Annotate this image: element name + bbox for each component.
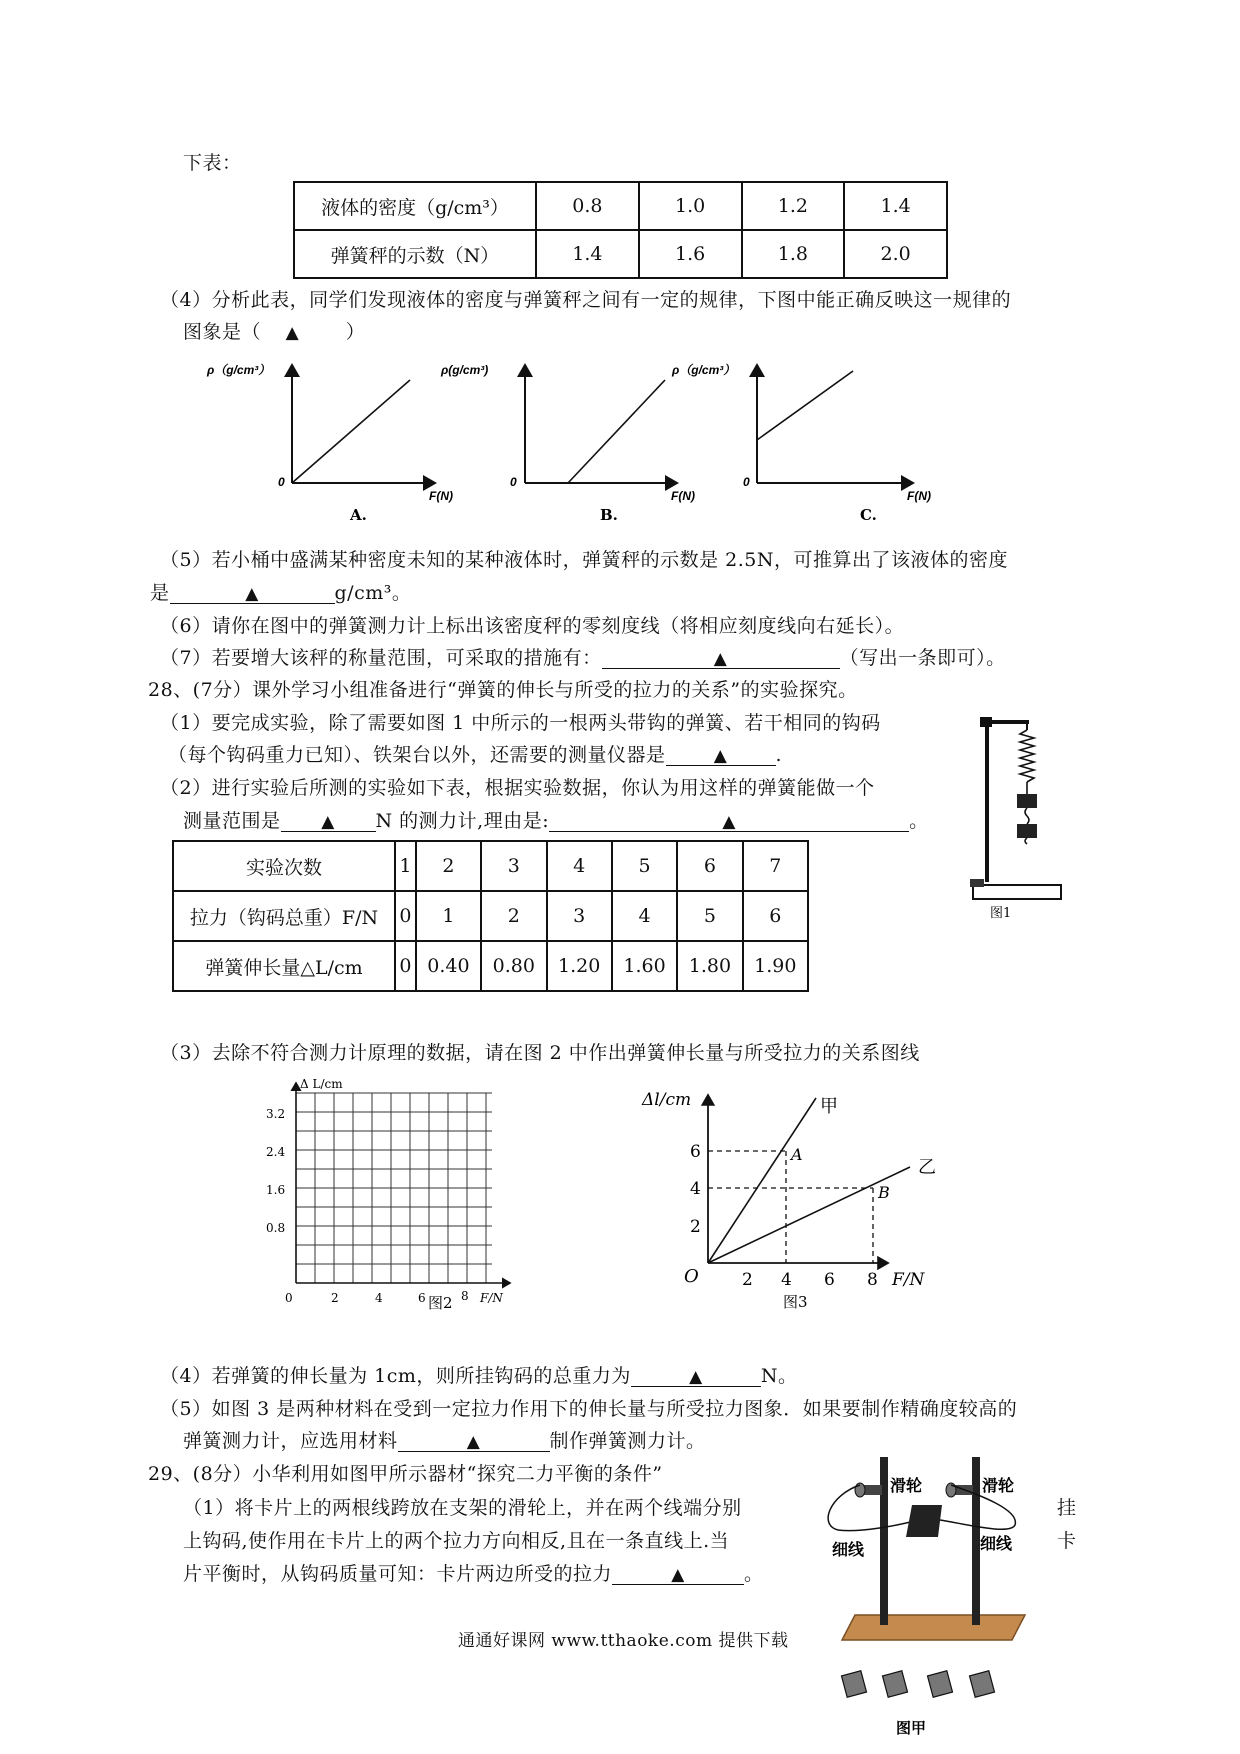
q28-p1-suffix: . xyxy=(775,744,783,766)
string-left-label: 细线 xyxy=(832,1540,865,1559)
q29-title: 29、(8分）小华利用如图甲所示器材“探究二力平衡的条件” xyxy=(148,1463,663,1485)
force-cell: 4 xyxy=(612,891,677,941)
q5-answer-blank[interactable] xyxy=(170,581,335,604)
trial-cell: 3 xyxy=(481,841,546,891)
graph-a-xlabel: F(N) xyxy=(429,489,453,503)
q28-p1-prefix: （每个钩码重力已知）、铁架台以外，还需要的测量仪器是 xyxy=(168,744,666,766)
density-cell: 1.2 xyxy=(742,182,845,230)
figure-3-series-yi: 乙 xyxy=(918,1157,936,1178)
q28-p4-prefix: （4）若弹簧的伸长量为 1cm，则所挂钩码的总重力为 xyxy=(160,1365,631,1387)
graph-b-origin: 0 xyxy=(510,475,517,489)
graph-b-xlabel: F(N) xyxy=(671,489,695,503)
answer-mark: ▲ xyxy=(671,1565,685,1585)
figure-jia-caption: 图甲 xyxy=(896,1719,927,1735)
q7-suffix: （写出一条即可）。 xyxy=(839,647,1006,669)
q29-line2: 上钩码,使作用在卡片上的两个拉力方向相反,且在一条直线上.当 xyxy=(183,1530,730,1552)
graph-b xyxy=(440,363,695,524)
q5-prefix: 是 xyxy=(150,582,170,604)
q28-p5-line1: （5）如图 3 是两种材料在受到一定拉力作用下的伸长量与所受拉力图象．如果要制作精确度较高的 xyxy=(160,1398,1018,1420)
answer-mark: ▲ xyxy=(713,746,728,766)
density-table xyxy=(293,181,948,279)
q28-p2-suffix: 。 xyxy=(909,810,929,832)
q28-p5-line2 xyxy=(183,1428,706,1454)
q4-suffix: ） xyxy=(345,321,366,343)
figure-3-xtick: 2 xyxy=(742,1270,753,1290)
table-header: 实验次数 xyxy=(173,841,395,891)
q28-p1-line2 xyxy=(168,742,782,768)
figure-3-graph xyxy=(628,1085,958,1315)
figure-3-origin: O xyxy=(684,1266,699,1287)
reading-cell: 1.4 xyxy=(536,230,639,278)
q28-p5-prefix: 弹簧测力计，应选用材料 xyxy=(183,1430,398,1452)
density-cell: 1.4 xyxy=(844,182,947,230)
figure-2-xtick: 2 xyxy=(331,1291,339,1305)
q5-line2 xyxy=(150,580,411,606)
graph-a xyxy=(206,363,453,524)
stretch-cell: 0.80 xyxy=(481,941,546,991)
answer-mark: ▲ xyxy=(713,649,728,669)
figure-2-xlabel: F/N xyxy=(480,1291,503,1305)
q29-line1: （1）将卡片上的两根线跨放在支架的滑轮上，并在两个线端分别 xyxy=(183,1497,742,1519)
figure-3-ytick: 4 xyxy=(690,1179,701,1199)
figure-2-ytick: 1.6 xyxy=(266,1183,286,1197)
stretch-cell: 1.80 xyxy=(677,941,742,991)
density-cell: 0.8 xyxy=(536,182,639,230)
q28-p4-line xyxy=(160,1363,798,1389)
figure-2-ylabel: Δ L/cm xyxy=(300,1077,343,1091)
answer-mark: ▲ xyxy=(722,812,736,832)
reading-cell: 1.8 xyxy=(742,230,845,278)
reading-row-label: 弹簧秤的示数（N） xyxy=(294,230,536,278)
graph-a-label: A. xyxy=(350,506,367,524)
figure-3-caption: 图3 xyxy=(783,1293,808,1311)
figure-2-ytick: 3.2 xyxy=(266,1107,286,1121)
q28-p2-line2 xyxy=(183,808,929,834)
q28-p5-answer-blank[interactable] xyxy=(398,1429,550,1452)
spring-table xyxy=(172,840,809,992)
answer-mark: ▲ xyxy=(285,323,300,343)
trial-cell: 7 xyxy=(743,841,808,891)
reading-cell: 1.6 xyxy=(639,230,742,278)
pulley-left-label: 滑轮 xyxy=(890,1476,923,1495)
q29-line3-prefix: 片平衡时，从钩码质量可知：卡片两边所受的拉力 xyxy=(183,1563,613,1585)
force-cell: 3 xyxy=(547,891,612,941)
stretch-cell: 0 xyxy=(395,941,416,991)
graph-a-ylabel: ρ（g/cm³） xyxy=(207,363,271,377)
q28-p4-answer-blank[interactable] xyxy=(631,1364,761,1387)
answer-mark: ▲ xyxy=(466,1432,481,1452)
q29-line3 xyxy=(183,1561,764,1587)
figure-3-ytick: 6 xyxy=(690,1142,701,1162)
figure-3-xtick: 6 xyxy=(824,1270,835,1290)
figure-1-label: 图1 xyxy=(990,906,1012,921)
figure-3-xlabel: F/N xyxy=(892,1270,925,1290)
figure-3-ytick: 2 xyxy=(690,1217,701,1237)
figure-3-point-a: A xyxy=(791,1145,803,1164)
density-cell: 1.0 xyxy=(639,182,742,230)
graph-c-label: C. xyxy=(860,506,877,524)
stretch-cell: 1.90 xyxy=(743,941,808,991)
graph-c-xlabel: F(N) xyxy=(907,489,931,503)
q4-prefix: 图象是（ xyxy=(183,321,262,343)
q7-answer-blank[interactable] xyxy=(602,646,840,669)
trial-cell: 1 xyxy=(395,841,416,891)
trial-cell: 6 xyxy=(677,841,742,891)
q7-line xyxy=(160,645,1006,671)
figure-3-point-b: B xyxy=(878,1183,890,1202)
answer-mark: ▲ xyxy=(321,812,335,832)
q4-line2 xyxy=(183,319,365,346)
figure-2-xtick: 4 xyxy=(375,1291,383,1305)
q5-line1: （5）若小桶中盛满某种密度未知的某种液体时，弹簧秤的示数是 2.5N，可推算出了该液体的密度 xyxy=(160,549,1008,571)
q5-suffix: g/cm³。 xyxy=(334,582,412,604)
stretch-cell: 1.60 xyxy=(612,941,677,991)
q28-p2-line1: （2）进行实验后所测的实验如下表，根据实验数据，你认为用这样的弹簧能做一个 xyxy=(160,777,875,799)
figure-3-series-jia: 甲 xyxy=(820,1096,838,1117)
q28-p2-prefix: 测量范围是 xyxy=(183,810,281,832)
q28-p3: （3）去除不符合测力计原理的数据，请在图 2 中作出弹簧伸长量与所受拉力的关系图线 xyxy=(160,1042,920,1064)
figure-3-ylabel: Δl/cm xyxy=(642,1090,692,1110)
force-cell: 6 xyxy=(743,891,808,941)
stretch-cell: 0.40 xyxy=(416,941,481,991)
figure-2-grid xyxy=(260,1075,520,1310)
figure-jia-apparatus xyxy=(820,1455,1045,1735)
q4-line1: （4）分析此表，同学们发现液体的密度与弹簧秤之间有一定的规律，下图中能正确反映这一规律的 xyxy=(160,289,1012,311)
figure-3-xtick: 4 xyxy=(781,1270,792,1290)
graph-c-origin: 0 xyxy=(743,475,750,489)
q28-p5-suffix: 制作弹簧测力计。 xyxy=(549,1430,706,1452)
stretch-cell: 1.20 xyxy=(547,941,612,991)
graph-c-ylabel: ρ（g/cm³） xyxy=(672,363,736,377)
graph-b-label: B. xyxy=(600,506,618,524)
density-graphs xyxy=(195,355,955,530)
graph-a-origin: 0 xyxy=(278,475,285,489)
footer-text: 通通好课网 www.tthaoke.com 提供下载 xyxy=(458,1631,789,1651)
figure-2-ytick: 2.4 xyxy=(266,1145,286,1159)
trial-cell: 2 xyxy=(416,841,481,891)
answer-mark: ▲ xyxy=(245,584,259,604)
q28-p1-line1: （1）要完成实验，除了需要如图 1 中所示的一根两头带钩的弹簧、若干相同的钩码 xyxy=(160,712,881,734)
force-cell: 0 xyxy=(395,891,416,941)
pulley-right-label: 滑轮 xyxy=(982,1476,1015,1495)
figure-2-caption: 图2 xyxy=(428,1294,453,1310)
string-right-label: 细线 xyxy=(980,1534,1013,1553)
graph-b-ylabel: ρ(g/cm³) xyxy=(441,363,489,377)
density-row-label: 液体的密度（g/cm³） xyxy=(294,182,536,230)
q28-reason-blank[interactable] xyxy=(549,809,909,832)
figure-1-stand xyxy=(968,712,1068,932)
figure-3-xtick: 8 xyxy=(867,1270,878,1290)
graph-c xyxy=(671,363,931,524)
q6-text: （6）请你在图中的弹簧测力计上标出该密度秤的零刻度线（将相应刻度线向右延长）。 xyxy=(160,615,905,637)
answer-mark: ▲ xyxy=(689,1367,703,1387)
trial-cell: 5 xyxy=(612,841,677,891)
q29-line3-suffix: 。 xyxy=(744,1563,764,1585)
q29-side-char: 挂 xyxy=(1057,1497,1077,1519)
reading-cell: 2.0 xyxy=(844,230,947,278)
figure-2-xtick: 0 xyxy=(285,1291,293,1305)
q28-range-blank[interactable] xyxy=(281,809,376,832)
force-cell: 5 xyxy=(677,891,742,941)
force-cell: 1 xyxy=(416,891,481,941)
intro-text: 下表： xyxy=(183,152,242,174)
trial-cell: 4 xyxy=(547,841,612,891)
figure-2-xtick: 6 xyxy=(418,1291,426,1305)
q28-title: 28、(7分）课外学习小组准备进行“弹簧的伸长与所受的拉力的关系”的实验探究。 xyxy=(148,679,858,701)
q29-side-char: 卡 xyxy=(1057,1530,1077,1552)
q29-answer-blank[interactable] xyxy=(612,1562,744,1585)
q28-p1-answer-blank[interactable] xyxy=(666,743,776,766)
figure-2-xtick: 8 xyxy=(461,1289,469,1303)
figure-2-ytick: 0.8 xyxy=(266,1221,286,1235)
q28-p4-suffix: N。 xyxy=(760,1365,798,1387)
force-cell: 2 xyxy=(481,891,546,941)
q7-prefix: （7）若要增大该秤的称量范围，可采取的措施有： xyxy=(160,647,602,669)
table-header: 弹簧伸长量△L/cm xyxy=(173,941,395,991)
q28-p2-mid: N 的测力计,理由是: xyxy=(375,810,550,832)
table-header: 拉力（钩码总重）F/N xyxy=(173,891,395,941)
